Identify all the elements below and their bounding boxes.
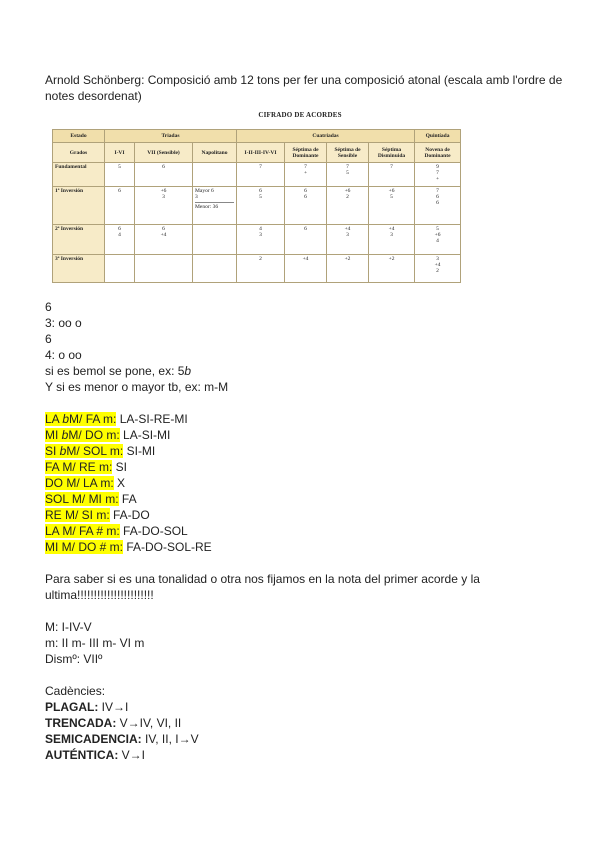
bemol-symbol: b xyxy=(184,364,192,378)
col-septima-dominante: Séptima de Dominante xyxy=(285,143,327,163)
table-row xyxy=(53,225,461,255)
key-name-highlight: LA bM/ FA m: xyxy=(45,412,117,426)
header-cuatriadas: Cuatriadas xyxy=(237,130,415,143)
table-cell: 5 +6 4 xyxy=(415,225,461,255)
table-cell: 7 5 xyxy=(327,163,369,187)
col-i-ii-iii-iv-vi: I-II-III-IV-VI xyxy=(237,143,285,163)
table-cell: 6 xyxy=(285,225,327,255)
key-line xyxy=(45,491,137,507)
key-name-highlight: MI bM/ DO m: xyxy=(45,428,120,442)
col-septima-sensible: Séptima de Sensible xyxy=(327,143,369,163)
napolitano-minor: Menor: 36 xyxy=(195,202,234,210)
napolitano-major: Mayor 6 3 xyxy=(195,188,214,200)
header-triadas: Triadas xyxy=(105,130,237,143)
table-cell: +4 3 xyxy=(369,225,415,255)
key-notes: FA-DO-SOL-RE xyxy=(123,540,212,554)
table-cell: 5 xyxy=(105,163,135,187)
key-notes: SI xyxy=(112,460,128,474)
table-cell: 7 xyxy=(369,163,415,187)
col-septima-disminuida: Séptima Disminuida xyxy=(369,143,415,163)
table-row xyxy=(53,163,461,187)
table-cell xyxy=(193,225,237,255)
degree-major: M: I-IV-V xyxy=(45,620,92,634)
cadence-line xyxy=(45,747,145,763)
table-cell xyxy=(135,255,193,283)
group-header-row xyxy=(53,130,461,143)
table-cell: 7 xyxy=(237,163,285,187)
key-notes: LA-SI-RE-MI xyxy=(116,412,188,426)
key-line xyxy=(45,475,125,491)
table-cell xyxy=(193,187,237,225)
note-line: 6 xyxy=(45,300,52,314)
row-label: 1ª Inversión xyxy=(53,187,105,225)
cadence-line xyxy=(45,731,199,747)
key-name-highlight: LA M/ FA # m: xyxy=(45,524,120,538)
note-line-bemol xyxy=(45,363,191,379)
key-line xyxy=(45,427,170,443)
cadence-line xyxy=(45,699,128,715)
key-line xyxy=(45,539,212,555)
table-cell: +6 2 xyxy=(327,187,369,225)
table-cell: 6 4 xyxy=(105,225,135,255)
key-name-highlight: MI M/ DO # m: xyxy=(45,540,123,554)
table-cell: 7 6 6 xyxy=(415,187,461,225)
cadence-line xyxy=(45,715,181,731)
table-cell: 6 xyxy=(135,163,193,187)
table-cell: +4 xyxy=(285,255,327,283)
key-notes: LA-SI-MI xyxy=(119,428,171,442)
note-line: 4: o oo xyxy=(45,348,82,362)
table-cell: 6 +4 xyxy=(135,225,193,255)
cadence-progression: IV→I xyxy=(98,700,129,714)
key-line xyxy=(45,443,155,459)
key-name-highlight: DO M/ LA m: xyxy=(45,476,114,490)
table-cell: 3 +4 2 xyxy=(415,255,461,283)
table-cell xyxy=(193,163,237,187)
tonality-paragraph: Para saber si es una tonalidad o otra nos fijamos en la nota del primer acorde y la ultima!!!!!!!!!!!!!!!!!!!!!!! xyxy=(45,572,480,602)
table-row xyxy=(53,255,461,283)
row-label: Fundamental xyxy=(53,163,105,187)
table-title: CIFRADO DE ACORDES xyxy=(258,111,342,119)
table-cell: 6 5 xyxy=(237,187,285,225)
table-cell: 9 7 + xyxy=(415,163,461,187)
flat-symbol: b xyxy=(62,412,70,426)
cadence-name: TRENCADA: xyxy=(45,716,117,730)
col-novena-dominante: Novena de Dominante xyxy=(415,143,461,163)
table-cell: +6 5 xyxy=(369,187,415,225)
key-notes: SI-MI xyxy=(123,444,156,458)
column-header-row xyxy=(53,143,461,163)
degree-diminished: Dismº: VIIº xyxy=(45,652,103,666)
col-i-vi: I-VI xyxy=(105,143,135,163)
table-cell: +4 3 xyxy=(327,225,369,255)
cadence-name: PLAGAL: xyxy=(45,700,99,714)
table-cell: +2 xyxy=(327,255,369,283)
key-name-highlight: SOL M/ MI m: xyxy=(45,492,119,506)
key-notes: X xyxy=(113,476,126,490)
row-label: 2ª Inversión xyxy=(53,225,105,255)
table-body xyxy=(53,163,461,283)
table-cell: 6 6 xyxy=(285,187,327,225)
chord-figuring-table xyxy=(52,129,461,283)
table-cell: 4 3 xyxy=(237,225,285,255)
col-napolitano: Napolitano xyxy=(193,143,237,163)
cadence-name: SEMICADENCIA: xyxy=(45,732,142,746)
note-line: 6 xyxy=(45,332,52,346)
cadence-progression: IV, II, I→V xyxy=(141,732,199,746)
col-vii: VII (Sensible) xyxy=(135,143,193,163)
key-notes: FA-DO xyxy=(109,508,150,522)
table-cell: +6 3 xyxy=(135,187,193,225)
table-cell: +2 xyxy=(369,255,415,283)
degree-minor: m: II m- III m- VI m xyxy=(45,636,145,650)
table-cell: 2 xyxy=(237,255,285,283)
table-row xyxy=(53,187,461,225)
bemol-text: si es bemol se pone, ex: 5 xyxy=(45,364,185,378)
header-estado: Estado xyxy=(53,130,105,143)
cadence-name: AUTÉNTICA: xyxy=(45,748,119,762)
key-notes: FA xyxy=(118,492,137,506)
flat-symbol: b xyxy=(61,428,69,442)
key-name-highlight: RE M/ SI m: xyxy=(45,508,110,522)
flat-symbol: b xyxy=(59,444,67,458)
table-cell xyxy=(105,255,135,283)
note-line: 3: oo o xyxy=(45,316,82,330)
key-line xyxy=(45,459,127,475)
cadence-progression: V→I xyxy=(118,748,145,762)
key-name-highlight: FA M/ RE m: xyxy=(45,460,113,474)
header-quintiada: Quintíada xyxy=(415,130,461,143)
key-name-highlight: SI bM/ SOL m: xyxy=(45,444,124,458)
table-cell: 6 xyxy=(105,187,135,225)
table-cell xyxy=(193,255,237,283)
col-grados: Grados xyxy=(53,143,105,163)
key-line xyxy=(45,523,188,539)
intro-paragraph: Arnold Schönberg: Composició amb 12 tons per fer una composició atonal (escala amb l'ordre de notes desordenat) xyxy=(45,73,563,103)
key-line xyxy=(45,507,150,523)
note-line: Y si es menor o mayor tb, ex: m-M xyxy=(45,380,229,394)
table-cell: 7 + xyxy=(285,163,327,187)
key-notes: FA-DO-SOL xyxy=(119,524,188,538)
cadence-progression: V→IV, VI, II xyxy=(116,716,182,730)
row-label: 3ª Inversión xyxy=(53,255,105,283)
key-line xyxy=(45,411,188,427)
cadences-title: Cadències: xyxy=(45,684,106,698)
